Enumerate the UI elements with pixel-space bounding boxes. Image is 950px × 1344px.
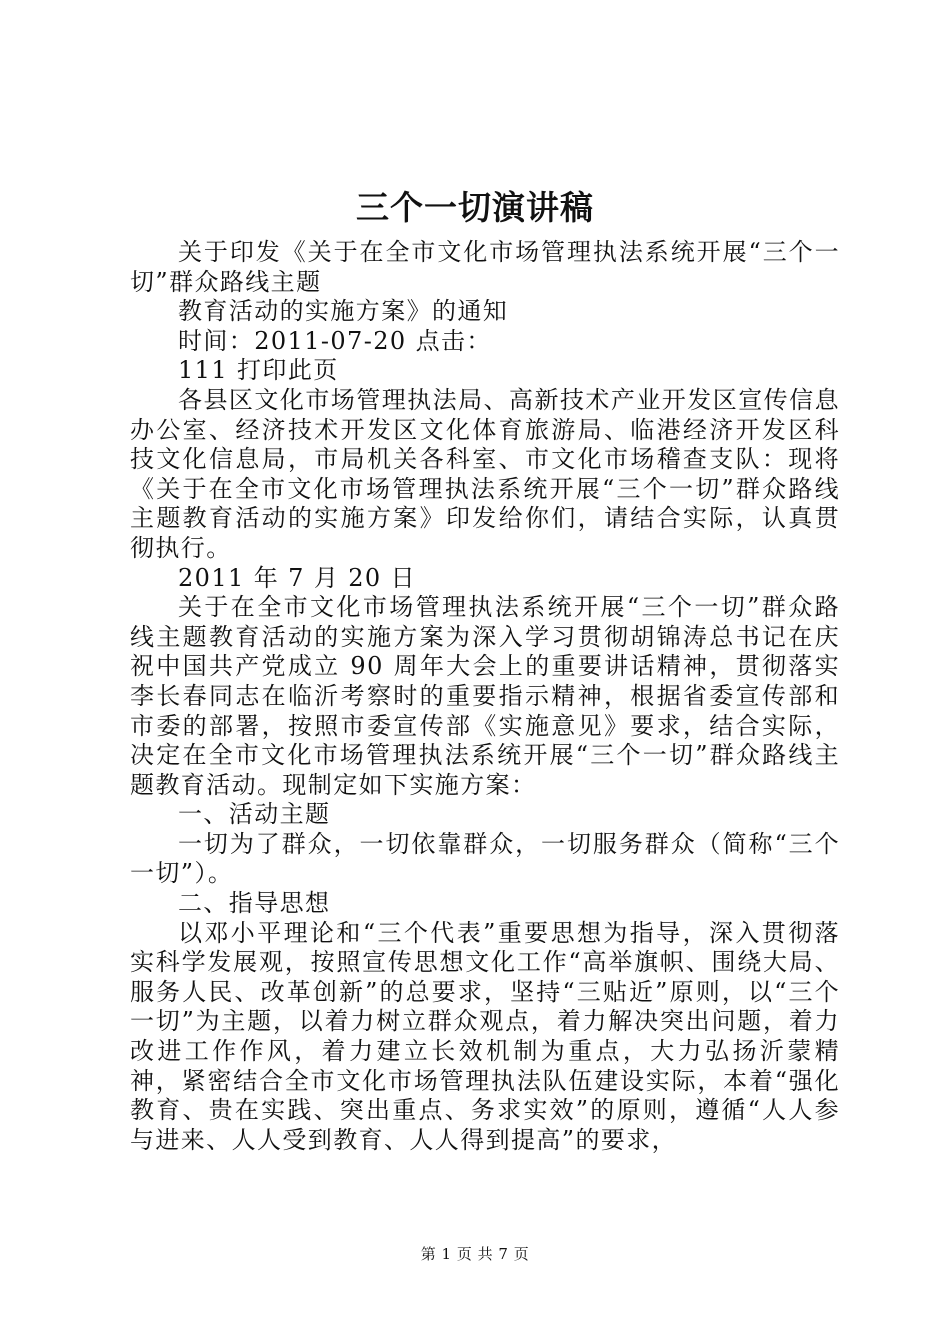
plan-intro-paragraph: 关于在全市文化市场管理执法系统开展“三个一切”群众路线主题教育活动的实施方案为深入学习贯彻胡锦涛总书记在庆祝中国共产党成立 90 周年大会上的重要讲话精神，贯彻落实李长春同志在临沂考察时的重要指示精神，根据省委宣传部和市委的部署，按照市委宣传部《实施意见》要求，结合实际，决定在全市文化市场管理执法系统开展“三个一切”群众路线主题教育活动。现制定如下实施方案： [130,593,840,799]
print-page-line: 111 打印此页 [178,356,339,385]
notice-title-line-2: 教育活动的实施方案》的通知 [178,297,509,326]
theme-paragraph: 一切为了群众，一切依靠群众，一切服务群众（简称“三个一切”）。 [130,829,840,888]
publish-time: 时间：2011-07-20 点击： [178,326,492,355]
document-body [130,238,840,1155]
recipients-paragraph: 各县区文化市场管理执法局、高新技术产业开发区宣传信息办公室、经济技术开发区文化体育旅游局、临港经济开发区科技文化信息局，市局机关各科室、市文化市场稽查支队：现将《关于在全市文化市场管理执法系统开展“三个一切”群众路线主题教育活动的实施方案》印发给你们，请结合实际，认真贯彻执行。 [130,385,840,562]
guiding-ideology-paragraph: 以邓小平理论和“三个代表”重要思想为指导，深入贯彻落实科学发展观，按照宣传思想文化工作“高举旗帜、围绕大局、服务人民、改革创新”的总要求，坚持“三贴近”原则，以“三个一切”为主题，以着力树立群众观点，着力解决突出问题，着力改进工作作风，着力建立长效机制为重点，大力弘扬沂蒙精神，紧密结合全市文化市场管理执法队伍建设实际，本着“强化教育、贵在实践、突出重点、务求实效”的原则，遵循“人人参与进来、人人受到教育、人人得到提高”的要求， [130,918,840,1154]
page-number-footer: 第 1 页 共 7 页 [420,1245,530,1263]
document-title: 三个一切演讲稿 [356,188,594,227]
section-heading-guiding-ideology: 二、指导思想 [178,889,331,918]
notice-title-line-1: 关于印发《关于在全市文化市场管理执法系统开展“三个一切”群众路线主题 [130,238,840,296]
document-date: 2011 年 7 月 20 日 [178,563,417,592]
section-heading-theme: 一、活动主题 [178,800,331,829]
